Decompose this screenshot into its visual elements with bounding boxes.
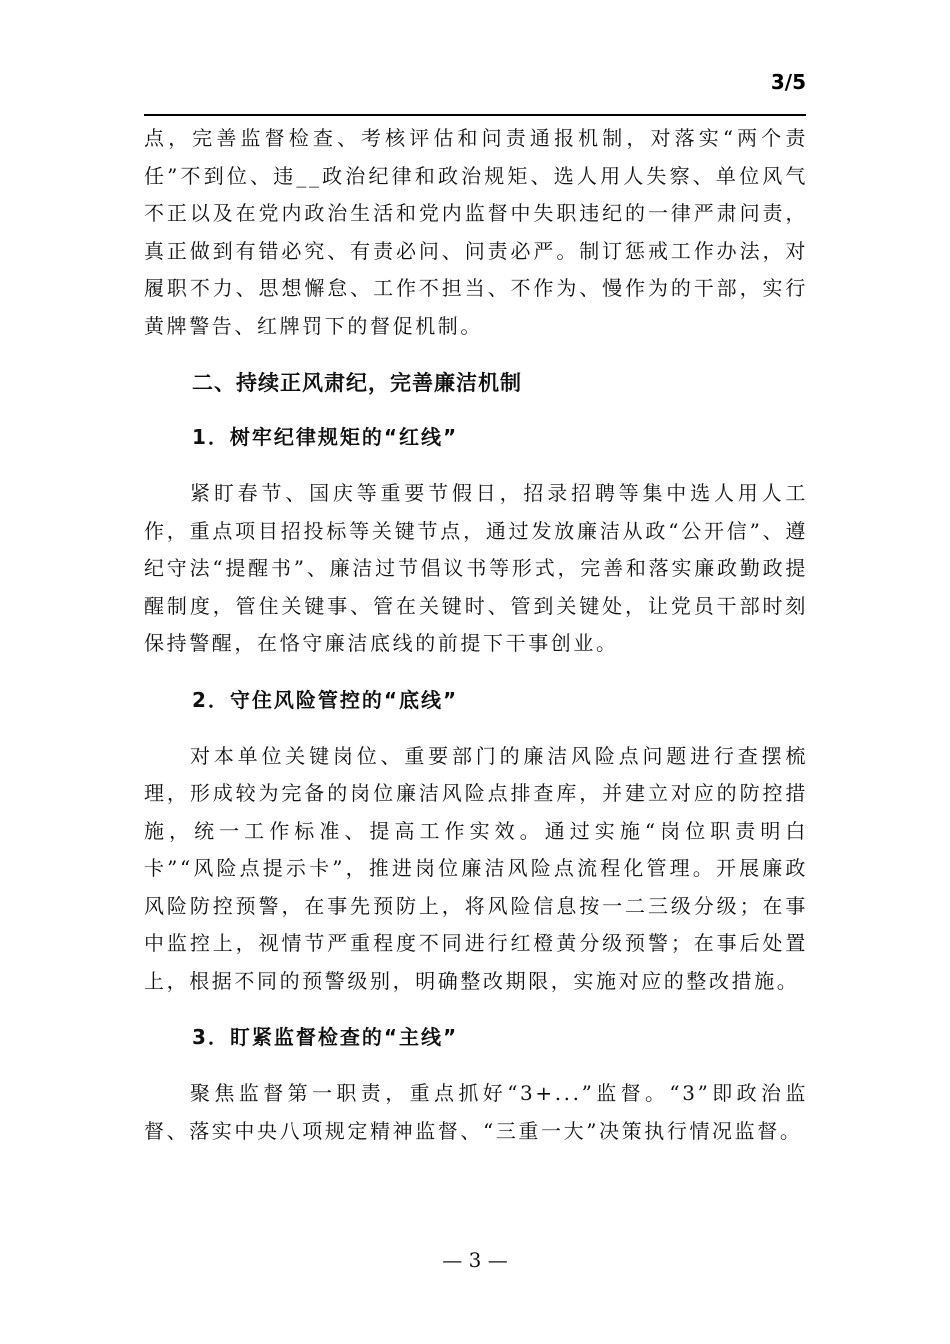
subheading-red-line: 1．树牢纪律规矩的“红线” (192, 425, 459, 449)
section-heading-2: 二、持续正风肃纪，完善廉洁机制 (192, 371, 522, 395)
subheading-bottom-line: 2．守住风险管控的“底线” (192, 687, 459, 712)
paragraph-accountability: 点，完善监督检查、考核评估和问责通报机制，对落实“两个责任”不到位、违__政治纪律和政治规矩、选人用人失察、单位风气不正以及在党内政治生活和党内监督中失职违纪的一律严肃问责，真正做到有错必究、有责必问、问责必严。制订惩戒工作办法，对履职不力、思想懈怠、工作不担当、不作为、慢作为的干部，实行黄牌警告、红牌罚下的督促机制。 (144, 126, 808, 338)
document-body (144, 120, 808, 1150)
paragraph-main-line: 聚焦监督第一职责，重点抓好“3+...”监督。“3”即政治监督、落实中央八项规定精神监督、“三重一大”决策执行情况监督。 (144, 1081, 808, 1143)
page-header (144, 66, 806, 116)
subheading-main-line: 3．盯紧监督检查的“主线” (192, 1025, 459, 1049)
paragraph-red-line: 紧盯春节、国庆等重要节假日，招录招聘等集中选人用人工作，重点项目招投标等关键节点，通过发放廉洁从政“公开信”、遵纪守法“提醒书”、廉洁过节倡议书等形式，完善和落实廉政勤政提醒制度，管住关键事、管在关键时、管到关键处，让党员干部时刻保持警醒，在恪守廉洁底线的前提下干事创业。 (144, 481, 808, 655)
page-number-footer: — 3 — (442, 1248, 508, 1272)
page-counter: 3/5 (770, 70, 806, 94)
paragraph-bottom-line: 对本单位关键岗位、重要部门的廉洁风险点问题进行查摆梳理，形成较为完备的岗位廉洁风险点排查库，并建立对应的防控措施，统一工作标准、提高工作实效。通过实施“岗位职责明白卡”“风险点提示卡”，推进岗位廉洁风险点流程化管理。开展廉政风险防控预警，在事先预防上，将风险信息按一二三级分级；在事中监控上，视情节严重程度不同进行红橙黄分级预警；在事后处置上，根据不同的预警级别，明确整改期限，实施对应的整改措施。 (144, 743, 808, 993)
